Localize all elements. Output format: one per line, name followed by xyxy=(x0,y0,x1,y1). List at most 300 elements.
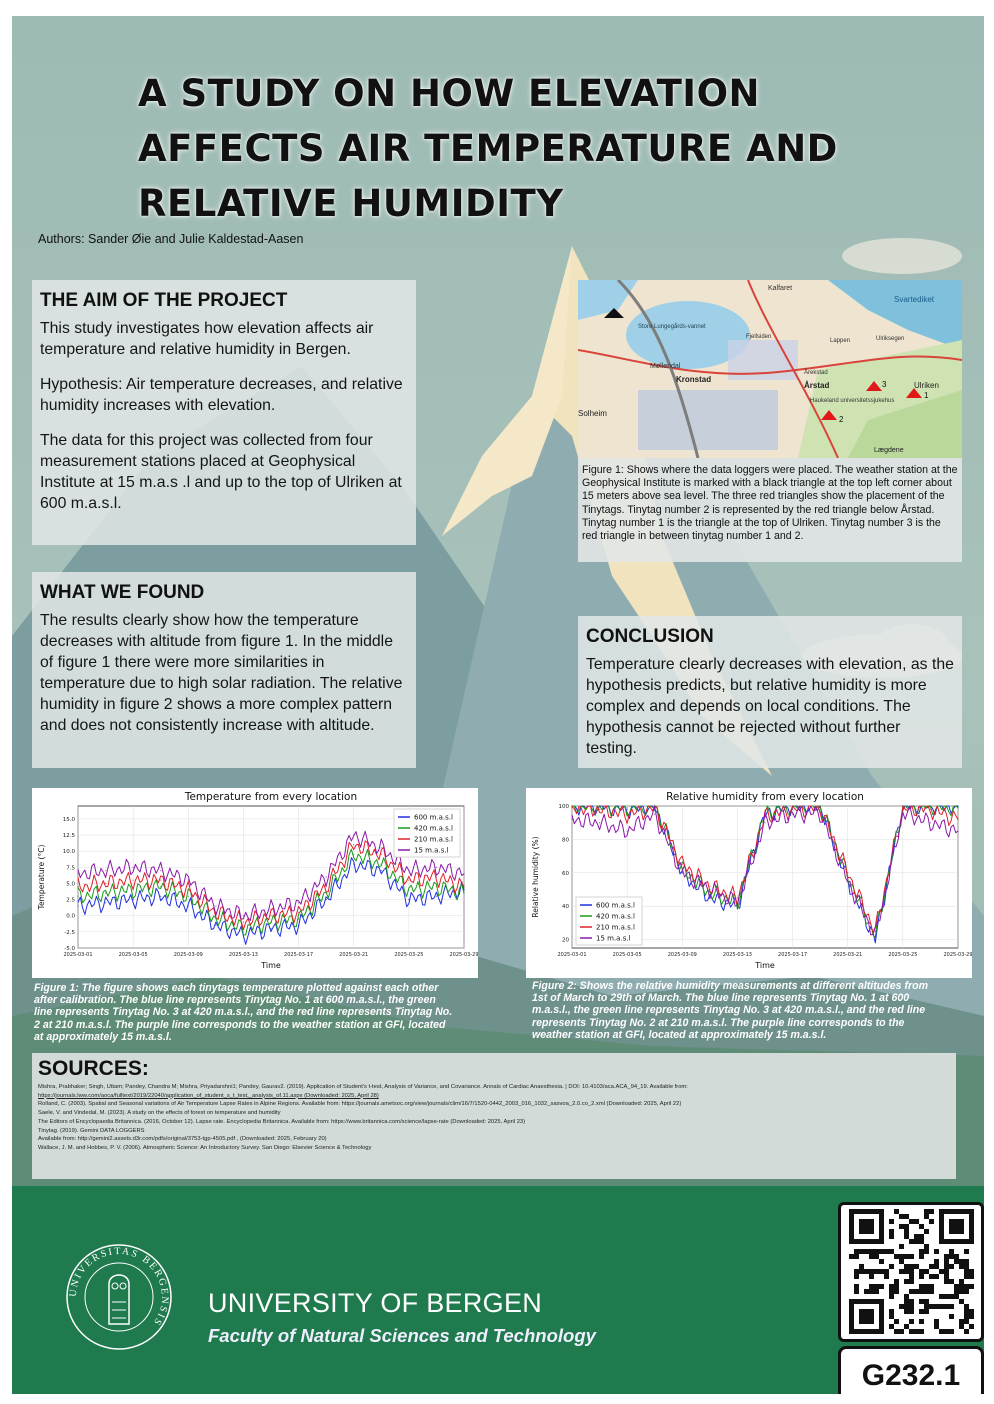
qr-module xyxy=(919,1239,924,1244)
qr-module xyxy=(919,1309,924,1314)
data-point xyxy=(626,814,627,815)
data-point xyxy=(77,905,78,906)
y-axis-label: Temperature (°C) xyxy=(37,844,46,910)
qr-module xyxy=(904,1234,909,1239)
data-point xyxy=(847,880,848,881)
qr-module xyxy=(904,1304,909,1309)
qr-module xyxy=(964,1309,969,1314)
aim-paragraph-1: This study investigates how elevation affects air temperature and relative humidity in Bergen. xyxy=(40,320,374,358)
x-tick-label: 2025-03-17 xyxy=(284,952,314,958)
legend-label: 420 m.a.s.l xyxy=(596,912,635,921)
qr-module xyxy=(914,1219,919,1224)
qr-module xyxy=(959,1299,964,1304)
qr-module xyxy=(909,1319,914,1324)
findings-heading: WHAT WE FOUND xyxy=(40,582,205,603)
data-point xyxy=(957,805,958,806)
marker-2-label: 2 xyxy=(839,415,844,424)
sources-section xyxy=(32,1053,956,1179)
qr-module xyxy=(944,1294,949,1299)
qr-module xyxy=(899,1224,904,1229)
qr-module xyxy=(924,1244,929,1249)
qr-module xyxy=(924,1209,929,1214)
qr-module xyxy=(949,1294,954,1299)
qr-module xyxy=(904,1254,909,1259)
qr-module xyxy=(949,1304,954,1309)
qr-module xyxy=(889,1229,894,1234)
source-item: Available from: http://gemini2.assets.d3r.com/pdfs/original/3753-tgp-4505.pdf , (Downloaded: 2025, February 20) xyxy=(38,1136,327,1143)
map-label-arstad: Årstad xyxy=(804,381,830,390)
qr-module xyxy=(954,1294,959,1299)
data-point xyxy=(160,870,161,871)
qr-module xyxy=(944,1269,949,1274)
map-label-kalfaret: Kalfaret xyxy=(768,285,793,292)
data-point xyxy=(188,880,189,881)
data-point xyxy=(709,889,710,890)
qr-module xyxy=(919,1224,924,1229)
data-point xyxy=(709,892,710,893)
qr-module xyxy=(879,1269,884,1274)
qr-module xyxy=(964,1264,969,1269)
data-point xyxy=(270,909,271,910)
findings-paragraph: The results clearly show how the temperature decreases with altitude from figure 1. In the middle of figure 1 there were more similarities in temperature due to high solar radiation. The relative humidity in figure 2 shows a more complex pattern and does not consistently increase with altitude. xyxy=(40,612,403,734)
svg-text:UNIVERSITAS BERGENSIS xyxy=(68,1246,170,1328)
location-map xyxy=(578,280,962,458)
data-point xyxy=(381,847,382,848)
qr-module xyxy=(864,1269,869,1274)
data-point xyxy=(270,928,271,929)
legend-label: 420 m.a.s.l xyxy=(414,824,453,833)
qr-module xyxy=(944,1279,949,1284)
faculty-name: Faculty of Natural Sciences and Technology xyxy=(208,1325,596,1346)
qr-module xyxy=(919,1329,924,1334)
qr-module xyxy=(889,1309,894,1314)
qr-module xyxy=(904,1294,909,1299)
data-point xyxy=(381,870,382,871)
data-point xyxy=(270,921,271,922)
qr-module xyxy=(854,1249,859,1254)
qr-module xyxy=(939,1304,944,1309)
qr-module xyxy=(964,1319,969,1324)
qr-module xyxy=(904,1229,909,1234)
data-point xyxy=(819,807,820,808)
data-point xyxy=(408,880,409,881)
chart-title: Relative humidity from every location xyxy=(666,791,864,803)
qr-module xyxy=(894,1329,899,1334)
data-point xyxy=(188,896,189,897)
data-point xyxy=(408,899,409,900)
y-tick-label: -2.5 xyxy=(64,929,75,936)
qr-module xyxy=(934,1264,939,1269)
data-point xyxy=(571,807,572,808)
data-point xyxy=(709,885,710,886)
data-point xyxy=(132,899,133,900)
qr-module xyxy=(859,1249,864,1254)
map-label-ulriksegen: Ulriksegen xyxy=(876,336,905,342)
aim-section xyxy=(32,280,416,545)
x-axis-label: Time xyxy=(755,961,775,970)
y-tick-label: 80 xyxy=(562,837,569,844)
data-point xyxy=(930,805,931,806)
data-point xyxy=(105,870,106,871)
qr-module xyxy=(964,1314,969,1319)
qr-module xyxy=(904,1299,909,1304)
data-point xyxy=(436,876,437,877)
qr-code-icon xyxy=(841,1205,981,1339)
y-axis-label: Relative humidity (%) xyxy=(531,836,540,918)
qr-module xyxy=(969,1314,974,1319)
qr-module xyxy=(914,1234,919,1239)
x-tick-label: 2025-03-13 xyxy=(722,952,752,958)
qr-module xyxy=(959,1264,964,1269)
sources-heading: SOURCES: xyxy=(38,1057,149,1080)
y-tick-label: 2.5 xyxy=(66,897,75,904)
qr-module xyxy=(919,1319,924,1324)
data-point xyxy=(353,854,354,855)
data-point xyxy=(463,892,464,893)
qr-module xyxy=(889,1324,894,1329)
qr-module xyxy=(924,1304,929,1309)
data-point xyxy=(737,902,738,903)
y-tick-label: -5.0 xyxy=(64,946,75,952)
qr-finder-center xyxy=(859,1219,874,1234)
data-point xyxy=(381,854,382,855)
qr-module xyxy=(969,1284,974,1289)
data-point xyxy=(132,880,133,881)
data-point xyxy=(243,915,244,916)
map-label-haukeland: Haukeland universitetssjukehus xyxy=(810,398,895,404)
qr-module xyxy=(854,1254,859,1259)
humidity-chart-panel xyxy=(526,788,972,978)
map-label-lappen: Lappen xyxy=(830,338,851,344)
qr-module xyxy=(934,1304,939,1309)
x-tick-label: 2025-03-25 xyxy=(888,952,918,958)
data-point xyxy=(930,822,931,823)
data-point xyxy=(737,897,738,898)
data-point xyxy=(188,905,189,906)
y-tick-label: 0.0 xyxy=(66,913,75,920)
qr-module xyxy=(949,1254,954,1259)
qr-module xyxy=(909,1254,914,1259)
qr-module xyxy=(919,1254,924,1259)
data-point xyxy=(215,925,216,926)
map-label-kronstad: Kronstad xyxy=(676,375,712,384)
data-point xyxy=(436,886,437,887)
data-point xyxy=(436,867,437,868)
qr-module xyxy=(919,1269,924,1274)
source-item: Wallace, J. M. and Hobbes, P. V. (2006). Atmospheric Science: An Introductory Survey. San Diego: Elsevier Science & Technology xyxy=(38,1144,372,1151)
data-point xyxy=(819,805,820,806)
source-item: Rolland, C. (2003). Spatial and Seasonal variations of Air Temperature Lapse Rates in Alpine Regions. Available from: https://journals.ametsoc.org/view/journals/clim/16/7/1520-0442_2003_016_1032_sasvoa_2.0.co_2.xml (Downloaded: 2025, April 22) xyxy=(38,1101,682,1108)
x-tick-label: 2025-03-21 xyxy=(833,952,863,958)
y-tick-label: 5.0 xyxy=(66,881,75,888)
conclusion-section xyxy=(578,616,962,768)
qr-module xyxy=(934,1319,939,1324)
qr-module xyxy=(964,1329,969,1334)
qr-module xyxy=(864,1289,869,1294)
legend-label: 210 m.a.s.l xyxy=(414,835,453,844)
qr-module xyxy=(934,1324,939,1329)
qr-module xyxy=(874,1254,879,1259)
data-point xyxy=(599,809,600,810)
data-point xyxy=(875,936,876,937)
qr-module xyxy=(894,1284,899,1289)
university-seal-icon xyxy=(64,1242,174,1352)
data-point xyxy=(957,819,958,820)
data-point xyxy=(105,892,106,893)
qr-finder-center xyxy=(949,1219,964,1234)
data-point xyxy=(132,867,133,868)
qr-module xyxy=(899,1304,904,1309)
data-point xyxy=(682,864,683,865)
data-point xyxy=(930,809,931,810)
data-point xyxy=(957,807,958,808)
data-point xyxy=(847,872,848,873)
qr-module xyxy=(929,1284,934,1289)
qr-finder-center xyxy=(859,1309,874,1324)
qr-module xyxy=(879,1284,884,1289)
y-tick-label: 60 xyxy=(562,870,569,877)
data-point xyxy=(902,807,903,808)
y-tick-label: 20 xyxy=(562,937,569,944)
data-point xyxy=(764,822,765,823)
data-point xyxy=(792,809,793,810)
data-point xyxy=(599,805,600,806)
qr-module xyxy=(894,1279,899,1284)
marker-1-label: 1 xyxy=(924,391,929,400)
qr-module xyxy=(929,1274,934,1279)
qr-module xyxy=(929,1264,934,1269)
qr-module xyxy=(909,1269,914,1274)
qr-module xyxy=(899,1254,904,1259)
qr-module xyxy=(924,1229,929,1234)
qr-module xyxy=(949,1264,954,1269)
qr-module xyxy=(944,1274,949,1279)
figure-2-caption: Figure 2: Shows the relative humidity measurements at different altitudes from 1st of March to 29th of March. The blue line represents Tinytag No. 1 at 600 m.a.s.l., the green line represents Tinytag No. 3 at 420 m.a.s.l., and the red line represents Tinytag No. 2 at 210 m.a.s.l. The purple line corresponds to the weather station at GFI, located at approximately 15 m.a.s.l. xyxy=(532,980,928,1041)
authors: Authors: Sander Øie and Julie Kaldestad-Aasen xyxy=(38,232,304,246)
y-tick-label: 15.0 xyxy=(62,816,75,823)
qr-module xyxy=(884,1274,889,1279)
qr-module xyxy=(864,1249,869,1254)
qr-module xyxy=(954,1284,959,1289)
x-tick-label: 2025-03-09 xyxy=(173,952,203,958)
x-tick-label: 2025-03-29 xyxy=(449,952,478,958)
qr-module xyxy=(959,1284,964,1289)
qr-module xyxy=(914,1264,919,1269)
data-point xyxy=(902,812,903,813)
map-caption: Figure 1: Shows where the data loggers were placed. The weather station at the Geophysical Institute is marked with a black triangle at the top left corner about 15 meters above sea level. The three red triangles show the placement of the Tinytags. Tinytag number 2 is represented by the red triangle below Årstad. Tinytag number 1 is the triangle at the top of Ulriken. Tinytag number 3 is the red triangle in between tinytag number 1 and 2. xyxy=(582,464,958,543)
data-point xyxy=(160,896,161,897)
qr-module xyxy=(949,1314,954,1319)
qr-module xyxy=(909,1274,914,1279)
map-label-svartediket: Svartediket xyxy=(894,295,935,304)
qr-module xyxy=(884,1249,889,1254)
findings-section xyxy=(32,572,416,768)
temperature-chart-panel xyxy=(32,788,478,978)
poster xyxy=(12,16,984,1394)
map-label-solheim: Solheim xyxy=(578,409,607,418)
source-item: Saele, V. and Vindedal, M. (2023). A study on the effects of forest on temperature and humidity xyxy=(38,1110,281,1117)
qr-module xyxy=(959,1319,964,1324)
map-label-lake: Store Lungegårds-vannet xyxy=(638,324,706,330)
y-tick-label: 12.5 xyxy=(62,833,75,840)
qr-module xyxy=(894,1254,899,1259)
qr-module xyxy=(939,1269,944,1274)
qr-module xyxy=(949,1279,954,1284)
x-tick-label: 2025-03-17 xyxy=(778,952,808,958)
qr-module xyxy=(919,1289,924,1294)
qr-module xyxy=(854,1269,859,1274)
x-axis-label: Time xyxy=(261,961,281,970)
x-tick-label: 2025-03-21 xyxy=(339,952,369,958)
qr-module xyxy=(934,1249,939,1254)
legend-label: 210 m.a.s.l xyxy=(596,923,635,932)
qr-module xyxy=(889,1249,894,1254)
source-item: Mishra, Prabhaker; Singh, Uttam; Pandey, Chandra M; Mishra, Priyadarshni1; Pandey, Gaurav2. (2019). Application of Student's t-test, Analysis of Variance, and Covariance. Annals of Cardiac Anaesthesia. | DOI: 10.4103/aca.ACA_94_19. Available from: xyxy=(38,1084,688,1090)
conclusion-heading: CONCLUSION xyxy=(586,626,714,647)
qr-module xyxy=(869,1289,874,1294)
qr-module xyxy=(869,1254,874,1259)
qr-module xyxy=(964,1259,969,1264)
qr-module xyxy=(919,1274,924,1279)
qr-module xyxy=(949,1249,954,1254)
x-tick-label: 2025-03-05 xyxy=(612,952,642,958)
university-name: UNIVERSITY OF BERGEN xyxy=(208,1288,543,1318)
qr-module xyxy=(964,1249,969,1254)
qr-module xyxy=(959,1289,964,1294)
qr-module xyxy=(914,1289,919,1294)
temperature-chart xyxy=(32,788,478,978)
qr-module xyxy=(894,1289,899,1294)
data-point xyxy=(298,912,299,913)
qr-module xyxy=(954,1289,959,1294)
data-point xyxy=(682,872,683,873)
qr-module xyxy=(874,1249,879,1254)
qr-module xyxy=(924,1309,929,1314)
data-point xyxy=(160,886,161,887)
y-tick-label: 40 xyxy=(562,904,569,911)
qr-module xyxy=(954,1254,959,1259)
data-point xyxy=(381,863,382,864)
qr-module xyxy=(904,1279,909,1284)
qr-module xyxy=(944,1264,949,1269)
x-tick-label: 2025-03-13 xyxy=(228,952,258,958)
legend-label: 15 m.a.s.l xyxy=(414,846,449,855)
qr-module xyxy=(964,1304,969,1309)
aim-heading: THE AIM OF THE PROJECT xyxy=(40,290,288,311)
qr-module xyxy=(924,1289,929,1294)
poster-title: A STUDY ON HOW ELEVATION AFFECTS AIR TEMPERATURE AND RELATIVE HUMIDITY xyxy=(138,72,838,225)
source-link[interactable]: https://journals.lww.com/aoca/fulltext/2019/22040/application_of_student_s_t_test,_analysis_of.11.aspx (Downloaded: 2025, April 28) xyxy=(38,1092,379,1099)
data-point xyxy=(463,886,464,887)
data-point xyxy=(215,905,216,906)
map-label-fjellsiden: Fjellsiden xyxy=(746,334,772,340)
qr-module xyxy=(954,1259,959,1264)
aim-paragraph-3: The data for this project was collected from four measurement stations placed at Geophysical Institute at 15 m.a.s .l and up to the top of Ulriken at 600 m.a.s.l. xyxy=(40,432,402,512)
data-point xyxy=(105,883,106,884)
legend-label: 600 m.a.s.l xyxy=(414,813,453,822)
data-point xyxy=(957,830,958,831)
data-point xyxy=(626,809,627,810)
qr-module xyxy=(959,1279,964,1284)
data-point xyxy=(819,812,820,813)
qr-module xyxy=(869,1284,874,1289)
humidity-chart xyxy=(526,788,972,978)
qr-module xyxy=(939,1294,944,1299)
qr-module xyxy=(969,1324,974,1329)
map-label-laegdene: Lægdene xyxy=(874,447,904,454)
map-label-ulriken: Ulriken xyxy=(914,381,939,390)
qr-module xyxy=(889,1294,894,1299)
data-point xyxy=(599,822,600,823)
legend-label: 15 m.a.s.l xyxy=(596,934,631,943)
data-point xyxy=(792,814,793,815)
data-point xyxy=(325,892,326,893)
qr-module xyxy=(854,1284,859,1289)
legend-label: 600 m.a.s.l xyxy=(596,901,635,910)
qr-module xyxy=(869,1249,874,1254)
qr-module xyxy=(944,1329,949,1334)
qr-module xyxy=(964,1289,969,1294)
qr-module xyxy=(879,1249,884,1254)
qr-module xyxy=(909,1329,914,1334)
qr-module xyxy=(924,1284,929,1289)
qr-module xyxy=(919,1284,924,1289)
conclusion-paragraph: Temperature clearly decreases with elevation, as the hypothesis predicts, but relative humidity is more complex and depends on local conditions. The hypothesis cannot be rejected without further testing. xyxy=(586,656,954,757)
data-point xyxy=(571,819,572,820)
qr-module xyxy=(889,1314,894,1319)
qr-module xyxy=(909,1304,914,1309)
data-point xyxy=(654,814,655,815)
qr-module xyxy=(869,1274,874,1279)
qr-module xyxy=(924,1269,929,1274)
qr-code[interactable] xyxy=(838,1202,984,1342)
qr-module xyxy=(874,1269,879,1274)
qr-module xyxy=(899,1269,904,1274)
qr-module xyxy=(914,1329,919,1334)
qr-module xyxy=(944,1254,949,1259)
data-point xyxy=(243,921,244,922)
qr-module xyxy=(939,1329,944,1334)
qr-module xyxy=(924,1249,929,1254)
data-point xyxy=(77,873,78,874)
data-point xyxy=(325,899,326,900)
y-tick-label: 10.0 xyxy=(62,849,75,856)
data-point xyxy=(105,902,106,903)
data-point xyxy=(353,834,354,835)
qr-module xyxy=(909,1299,914,1304)
data-point xyxy=(298,918,299,919)
source-item: The Editors of Encyclopaedia Britannica. (2016, October 12). Lapse rate. Encyclopedia Britannica. Available from: https://www.britannica.com/science/lapse-rate (Downloaded: 2025, April 23) xyxy=(38,1118,526,1125)
data-point xyxy=(626,830,627,831)
poster-code: G232.1 xyxy=(838,1346,984,1394)
qr-module xyxy=(944,1259,949,1264)
data-point xyxy=(436,896,437,897)
x-tick-label: 2025-03-25 xyxy=(394,952,424,958)
qr-module xyxy=(899,1214,904,1219)
qr-module xyxy=(904,1224,909,1229)
x-tick-label: 2025-03-01 xyxy=(557,952,587,958)
qr-module xyxy=(899,1329,904,1334)
data-point xyxy=(353,863,354,864)
data-point xyxy=(463,873,464,874)
data-point xyxy=(875,931,876,932)
qr-module xyxy=(929,1219,934,1224)
qr-module xyxy=(929,1304,934,1309)
x-tick-label: 2025-03-09 xyxy=(667,952,697,958)
x-tick-label: 2025-03-05 xyxy=(118,952,148,958)
qr-module xyxy=(904,1214,909,1219)
qr-module xyxy=(959,1259,964,1264)
